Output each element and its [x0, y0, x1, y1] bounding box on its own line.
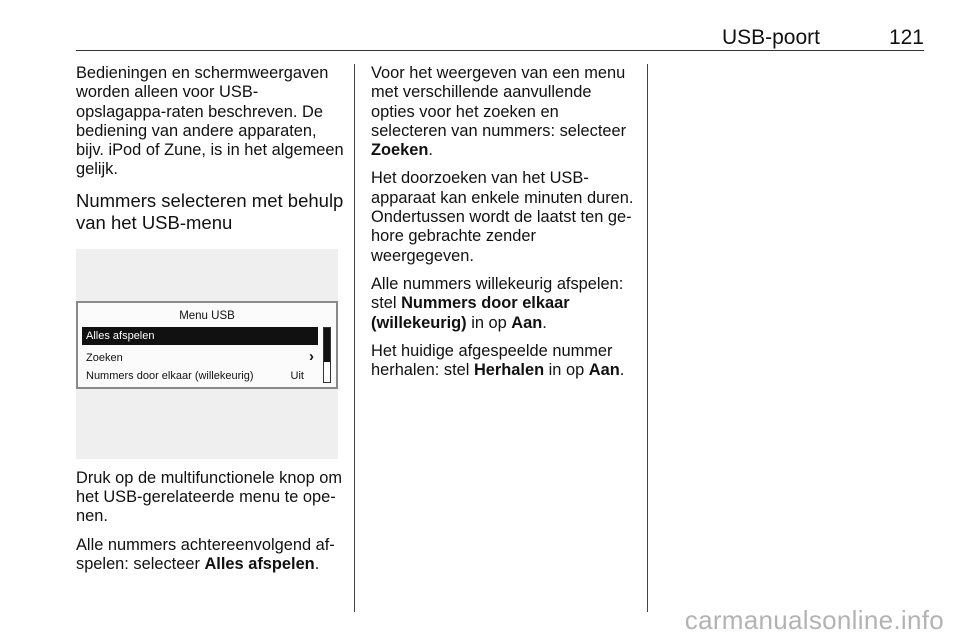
menu-item-label: Zoeken [86, 351, 123, 364]
screen-title: Menu USB [179, 309, 235, 322]
column-divider [647, 64, 648, 612]
intro-paragraph: Bedieningen en schermweergaven worden alleen voor USB-opslagappa-raten beschreven. De bediening van andere apparaten, bijv. iPod of Zune, is in het algemeen gelijk. [76, 64, 344, 179]
menu-usb-screen [76, 301, 338, 389]
watermark: carmanualsonline.info [684, 605, 944, 635]
paragraph-play-all: Alle nummers achtereenvolgend af-spelen: selecteer Alles afspelen. [76, 535, 335, 573]
menu-item-alles-afspelen [82, 327, 318, 345]
paragraph-search-duration: Het doorzoeken van het USB-apparaat kan enkele minuten duren. Ondertussen wordt de laatst ten ge-hore gebrachte zender weergegeven. [371, 169, 634, 265]
section-heading: Nummers selecteren met behulp van het USB-menu [76, 189, 344, 233]
paragraph-repeat: Het huidige afgespeelde nummer herhalen: stel Herhalen in op Aan. [371, 341, 625, 380]
left-column [76, 64, 344, 583]
menu-item-value: Uit [290, 369, 304, 382]
menu-item-shuffle [82, 367, 318, 385]
column-divider [354, 64, 355, 612]
paragraph-open-menu: Druk op de multifunctionele knop om het USB-gerelateerde menu te ope-nen. [76, 468, 343, 526]
menu-item-zoeken [82, 349, 318, 367]
section-title: USB-poort [721, 26, 820, 49]
page-header [76, 24, 924, 52]
menu-item-label: Alles afspelen [86, 329, 155, 342]
paragraph-search: Voor het weergeven van een menu met verschillende aanvullende opties voor het zoeken en selecteren van nummers: selecteer Zoeken. [371, 64, 627, 160]
header-rule [76, 50, 924, 51]
page-number: 121 [888, 26, 924, 49]
paragraph-shuffle: Alle nummers willekeurig afspelen: stel Nummers door elkaar (willekeurig) in op Aan. [371, 274, 624, 332]
usb-menu-figure [76, 249, 338, 459]
scrollbar-thumb [324, 328, 330, 362]
screen-scrollbar [323, 327, 331, 383]
right-column [371, 64, 637, 389]
chevron-right-icon: › [309, 347, 314, 365]
menu-item-label: Nummers door elkaar (willekeurig) [86, 369, 254, 382]
